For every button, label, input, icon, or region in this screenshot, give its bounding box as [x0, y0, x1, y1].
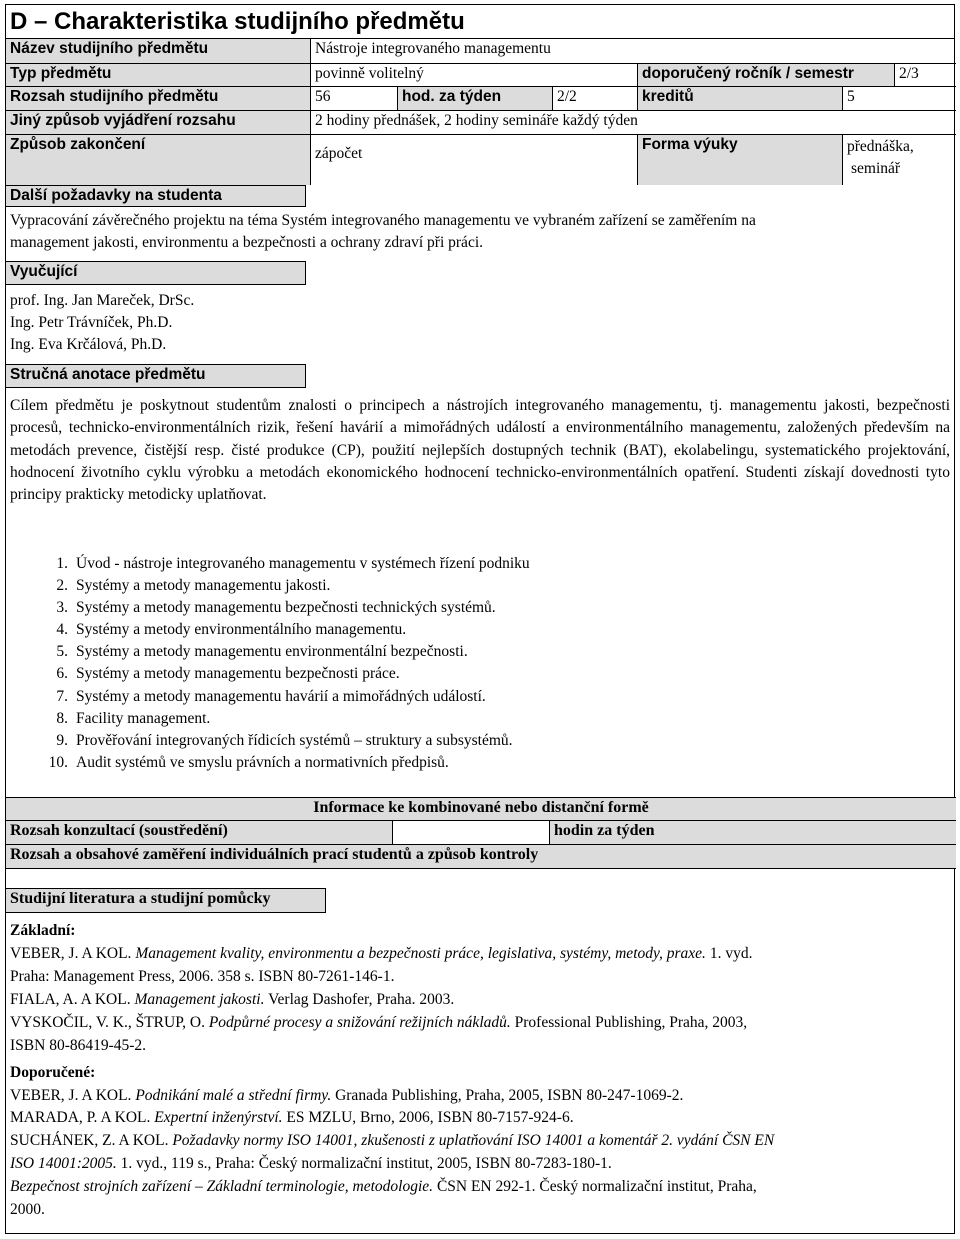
list-item: 9. Prověřování integrovaných řídicích systémů – struktury a subsystémů. — [56, 731, 513, 749]
hours-per-week-value: 2/2 — [553, 87, 638, 111]
teacher-3: Ing. Eva Krčálová, Ph.D. — [10, 336, 167, 353]
list-item: 10. Audit systémů ve smyslu právních a normativních předpisů. — [48, 753, 449, 771]
completion-value: zápočet — [311, 135, 638, 185]
hours-per-week-label: hod. za týden — [398, 87, 553, 111]
course-type-label: Typ předmětu — [6, 64, 311, 87]
basic-ref-3: VYSKOČIL, V. K., ŠTRUP, O. Podpůrné procesy a snižování režijních nákladů. Professional Publishing, Praha, 2003, — [10, 1014, 748, 1031]
individual-work-label: Rozsah a obsahové zaměření individuálních prací studentů a způsob kontroly — [6, 845, 956, 869]
recommended-year-value: 2/3 — [895, 64, 956, 87]
teachers-label: Vyučující — [6, 261, 306, 285]
topics-list — [36, 553, 530, 774]
list-item: 2. Systémy a metody managementu jakosti. — [56, 577, 331, 595]
teaching-form-value-line2: seminář — [851, 160, 901, 177]
list-item: 1. Úvod - nástroje integrovaného managementu v systémech řízení podniku — [56, 555, 530, 572]
basic-ref-1: VEBER, J. A KOL. Management kvality, environmentu a bezpečnosti práce, legislativa, systémy, metody, praxe. 1. vyd. — [10, 945, 753, 962]
literature-label: Studijní literatura a studijní pomůcky — [6, 888, 326, 913]
recommended-ref-3-cont: ISO 14001:2005. 1. vyd., 119 s., Praha: Český normalizační institut, 2005, ISBN 80-7283-180-1. — [10, 1155, 612, 1172]
consult-label: Rozsah konzultací (soustředění) — [6, 821, 393, 845]
requirements-label: Další požadavky na studenta — [6, 185, 306, 207]
list-item: 8. Facility management. — [56, 709, 211, 727]
recommended-ref-2: MARADA, P. A KOL. Expertní inženýrství. ES MZLU, Brno, 2006, ISBN 80-7157-924-6. — [10, 1109, 574, 1126]
basic-ref-1-cont: Praha: Management Press, 2006. 358 s. ISBN 80-7261-146-1. — [10, 968, 395, 985]
annotation-label: Stručná anotace předmětu — [6, 364, 306, 388]
list-item: 6. Systémy a metody managementu bezpečnosti práce. — [56, 665, 400, 683]
list-item: 7. Systémy a metody managementu havárií a mimořádných událostí. — [56, 687, 486, 705]
course-sheet — [5, 4, 955, 1234]
course-name-value: Nástroje integrovaného managementu — [311, 39, 956, 64]
annotation-text: Cílem předmětu je poskytnout studentům znalosti o principech a nástrojích integrovaného managementu, tj. managementu jakosti, bezpečnosti procesů, technicko-environmentálních rizik, řešení havárií a mimořádných událostí a environmentálního managementu, založených především na metodách prevence, čistější resp. čisté produkce (CP), použití nejlepších dostupných technik (BAT), ekolabelingu, systematického projektování, hodnocení životního cyklu výrobku a metodách ekonomického hodnocení technicko-environmentálních opatření. Studenti získají dovednosti tyto principy prakticky metodicky uplatňovat. — [10, 397, 950, 504]
basic-ref-2: FIALA, A. A KOL. Management jakosti. Verlag Dashofer, Praha. 2003. — [10, 991, 455, 1008]
teacher-2: Ing. Petr Trávníček, Ph.D. — [10, 314, 173, 331]
recommended-literature-label: Doporučené: — [10, 1064, 96, 1081]
recommended-ref-4: Bezpečnost strojních zařízení – Základní terminologie, metodologie. ČSN EN 292-1. Český normalizační institut, Praha, — [10, 1178, 757, 1195]
recommended-ref-3: SUCHÁNEK, Z. A KOL. Požadavky normy ISO 14001, zkušenosti z uplatňování ISO 14001 a komentář 2. vydání ČSN EN — [10, 1132, 775, 1149]
course-scope-label: Rozsah studijního předmětu — [6, 87, 311, 111]
credits-label: kreditů — [638, 87, 843, 111]
credits-value: 5 — [843, 87, 956, 111]
page-title: D – Charakteristika studijního předmětu — [6, 5, 954, 39]
course-scope-value: 56 — [311, 87, 398, 111]
other-scope-value: 2 hodiny přednášek, 2 hodiny semináře každý týden — [311, 111, 956, 135]
course-name-label: Název studijního předmětu — [6, 39, 311, 64]
teaching-form-value — [843, 135, 956, 185]
basic-literature-label: Základní: — [10, 922, 76, 939]
consult-hours-field — [393, 821, 550, 845]
course-type-value: povinně volitelný — [311, 64, 638, 87]
list-item: 4. Systémy a metody environmentálního managementu. — [56, 621, 407, 639]
recommended-year-label: doporučený ročník / semestr — [638, 64, 895, 87]
recommended-ref-1: VEBER, J. A KOL. Podnikání malé a střední firmy. Granada Publishing, Praha, 2005, ISBN 80-247-1069-2. — [10, 1087, 684, 1104]
requirements-line1: Vypracování závěrečného projektu na téma Systém integrovaného managementu ve vybraném zařízení se zaměřením na — [10, 212, 756, 229]
teaching-form-label: Forma výuky — [638, 135, 843, 185]
list-item: 3. Systémy a metody managementu bezpečnosti technických systémů. — [56, 599, 496, 617]
completion-label: Způsob zakončení — [6, 135, 311, 185]
distance-heading: Informace ke kombinované nebo distanční formě — [6, 797, 956, 821]
requirements-line2: management jakosti, environmentu a bezpečnosti a ochrany zdraví při práci. — [10, 234, 483, 251]
other-scope-label: Jiný způsob vyjádření rozsahu — [6, 111, 311, 135]
list-item: 5. Systémy a metody managementu environmentální bezpečnosti. — [56, 643, 468, 661]
recommended-ref-4-cont: 2000. — [10, 1201, 45, 1218]
basic-ref-3-cont: ISBN 80-86419-45-2. — [10, 1037, 147, 1054]
consult-hours-label: hodin za týden — [550, 821, 956, 845]
teaching-form-value-line1: přednáška, — [847, 138, 914, 155]
teacher-1: prof. Ing. Jan Mareček, DrSc. — [10, 292, 195, 309]
